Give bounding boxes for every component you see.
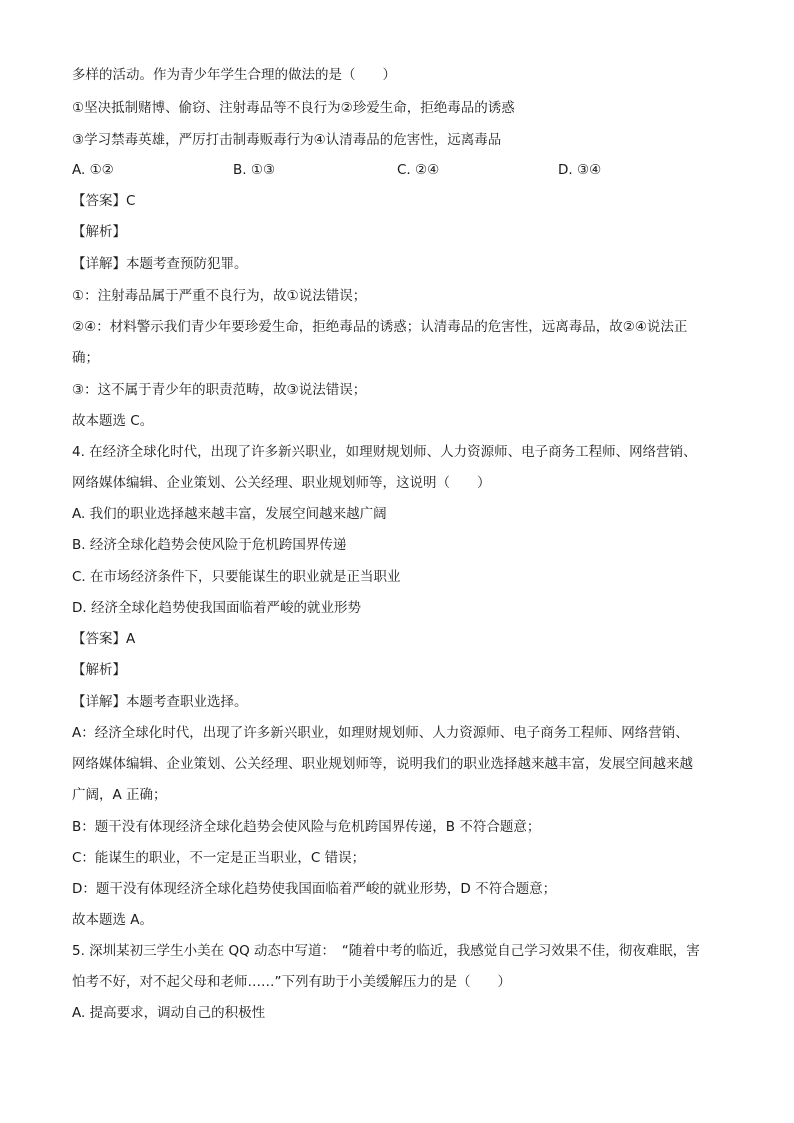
explanation-line: C：能谋生的职业，不一定是正当职业，C 错误； bbox=[72, 850, 366, 866]
conclusion-line: 故本题选 C。 bbox=[72, 413, 154, 429]
explanation-line: D：题干没有体现经济全球化趋势使我国面临着严峻的就业形势，D 不符合题意； bbox=[72, 881, 557, 897]
analysis-label: 【解析】 bbox=[72, 224, 126, 240]
answer-label: 【答案】C bbox=[72, 193, 136, 209]
option-c: C. 在市场经济条件下，只要能谋生的职业就是正当职业 bbox=[72, 569, 401, 585]
explanation-line: ③：这不属于青少年的职责范畴，故③说法错误； bbox=[72, 382, 367, 398]
explanation-line: 广阔，A 正确； bbox=[72, 787, 167, 803]
answer-label: 【答案】A bbox=[72, 631, 136, 647]
detail-intro: 【详解】本题考查预防犯罪。 bbox=[72, 256, 248, 272]
question-3-stem-line: 多样的活动。作为青少年学生合理的做法的是（ ） bbox=[72, 67, 396, 83]
option-b: B. 经济全球化趋势会使风险于危机跨国界传递 bbox=[72, 537, 347, 553]
question-3-statement-3-4: ③学习禁毒英雄，严厉打击制毒贩毒行为④认清毒品的危害性，远离毒品 bbox=[72, 132, 502, 148]
question-4-stem: 网络媒体编辑、企业策划、公关经理、职业规划师等，这说明（ ） bbox=[72, 475, 491, 491]
question-3-options bbox=[72, 161, 722, 179]
option-d: D. ③④ bbox=[558, 162, 602, 178]
explanation-line: A：经济全球化时代，出现了许多新兴职业，如理财规划师、人力资源师、电子商务工程师、网络营销、 bbox=[72, 725, 689, 741]
option-a: A. 提高要求，调动自己的积极性 bbox=[72, 1005, 266, 1021]
question-5-stem: 5. 深圳某初三学生小美在 QQ 动态中写道： “随着中考的临近，我感觉自己学习效果不佳，彻夜难眠，害 bbox=[72, 943, 700, 959]
option-d: D. 经济全球化趋势使我国面临着严峻的就业形势 bbox=[72, 600, 361, 616]
analysis-label: 【解析】 bbox=[72, 662, 126, 678]
question-3-statement-1-2: ①坚决抵制赌博、偷窃、注射毒品等不良行为②珍爱生命，拒绝毒品的诱惑 bbox=[72, 100, 515, 116]
option-a: A. ①② bbox=[72, 162, 114, 178]
conclusion-line: 故本题选 A。 bbox=[72, 912, 154, 928]
explanation-line: 确； bbox=[72, 350, 99, 366]
option-b: B. ①③ bbox=[233, 162, 276, 178]
explanation-line: ②④：材料警示我们青少年要珍爱生命，拒绝毒品的诱惑；认清毒品的危害性，远离毒品，故②④说法正 bbox=[72, 319, 688, 335]
option-c: C. ②④ bbox=[397, 162, 440, 178]
question-4-stem: 4. 在经济全球化时代，出现了许多新兴职业，如理财规划师、人力资源师、电子商务工程师、网络营销、 bbox=[72, 444, 697, 460]
explanation-line: B：题干没有体现经济全球化趋势会使风险与危机跨国界传递，B 不符合题意； bbox=[72, 819, 541, 835]
option-a: A. 我们的职业选择越来越丰富，发展空间越来越广阔 bbox=[72, 506, 387, 522]
detail-intro: 【详解】本题考查职业选择。 bbox=[72, 694, 248, 710]
explanation-line: ①：注射毒品属于严重不良行为，故①说法错误； bbox=[72, 288, 367, 304]
explanation-line: 网络媒体编辑、企业策划、公关经理、职业规划师等，说明我们的职业选择越来越丰富，发展空间越来越 bbox=[72, 756, 693, 772]
question-5-stem: 怕考不好，对不起父母和老师……”下列有助于小美缓解压力的是（ ） bbox=[72, 974, 511, 990]
